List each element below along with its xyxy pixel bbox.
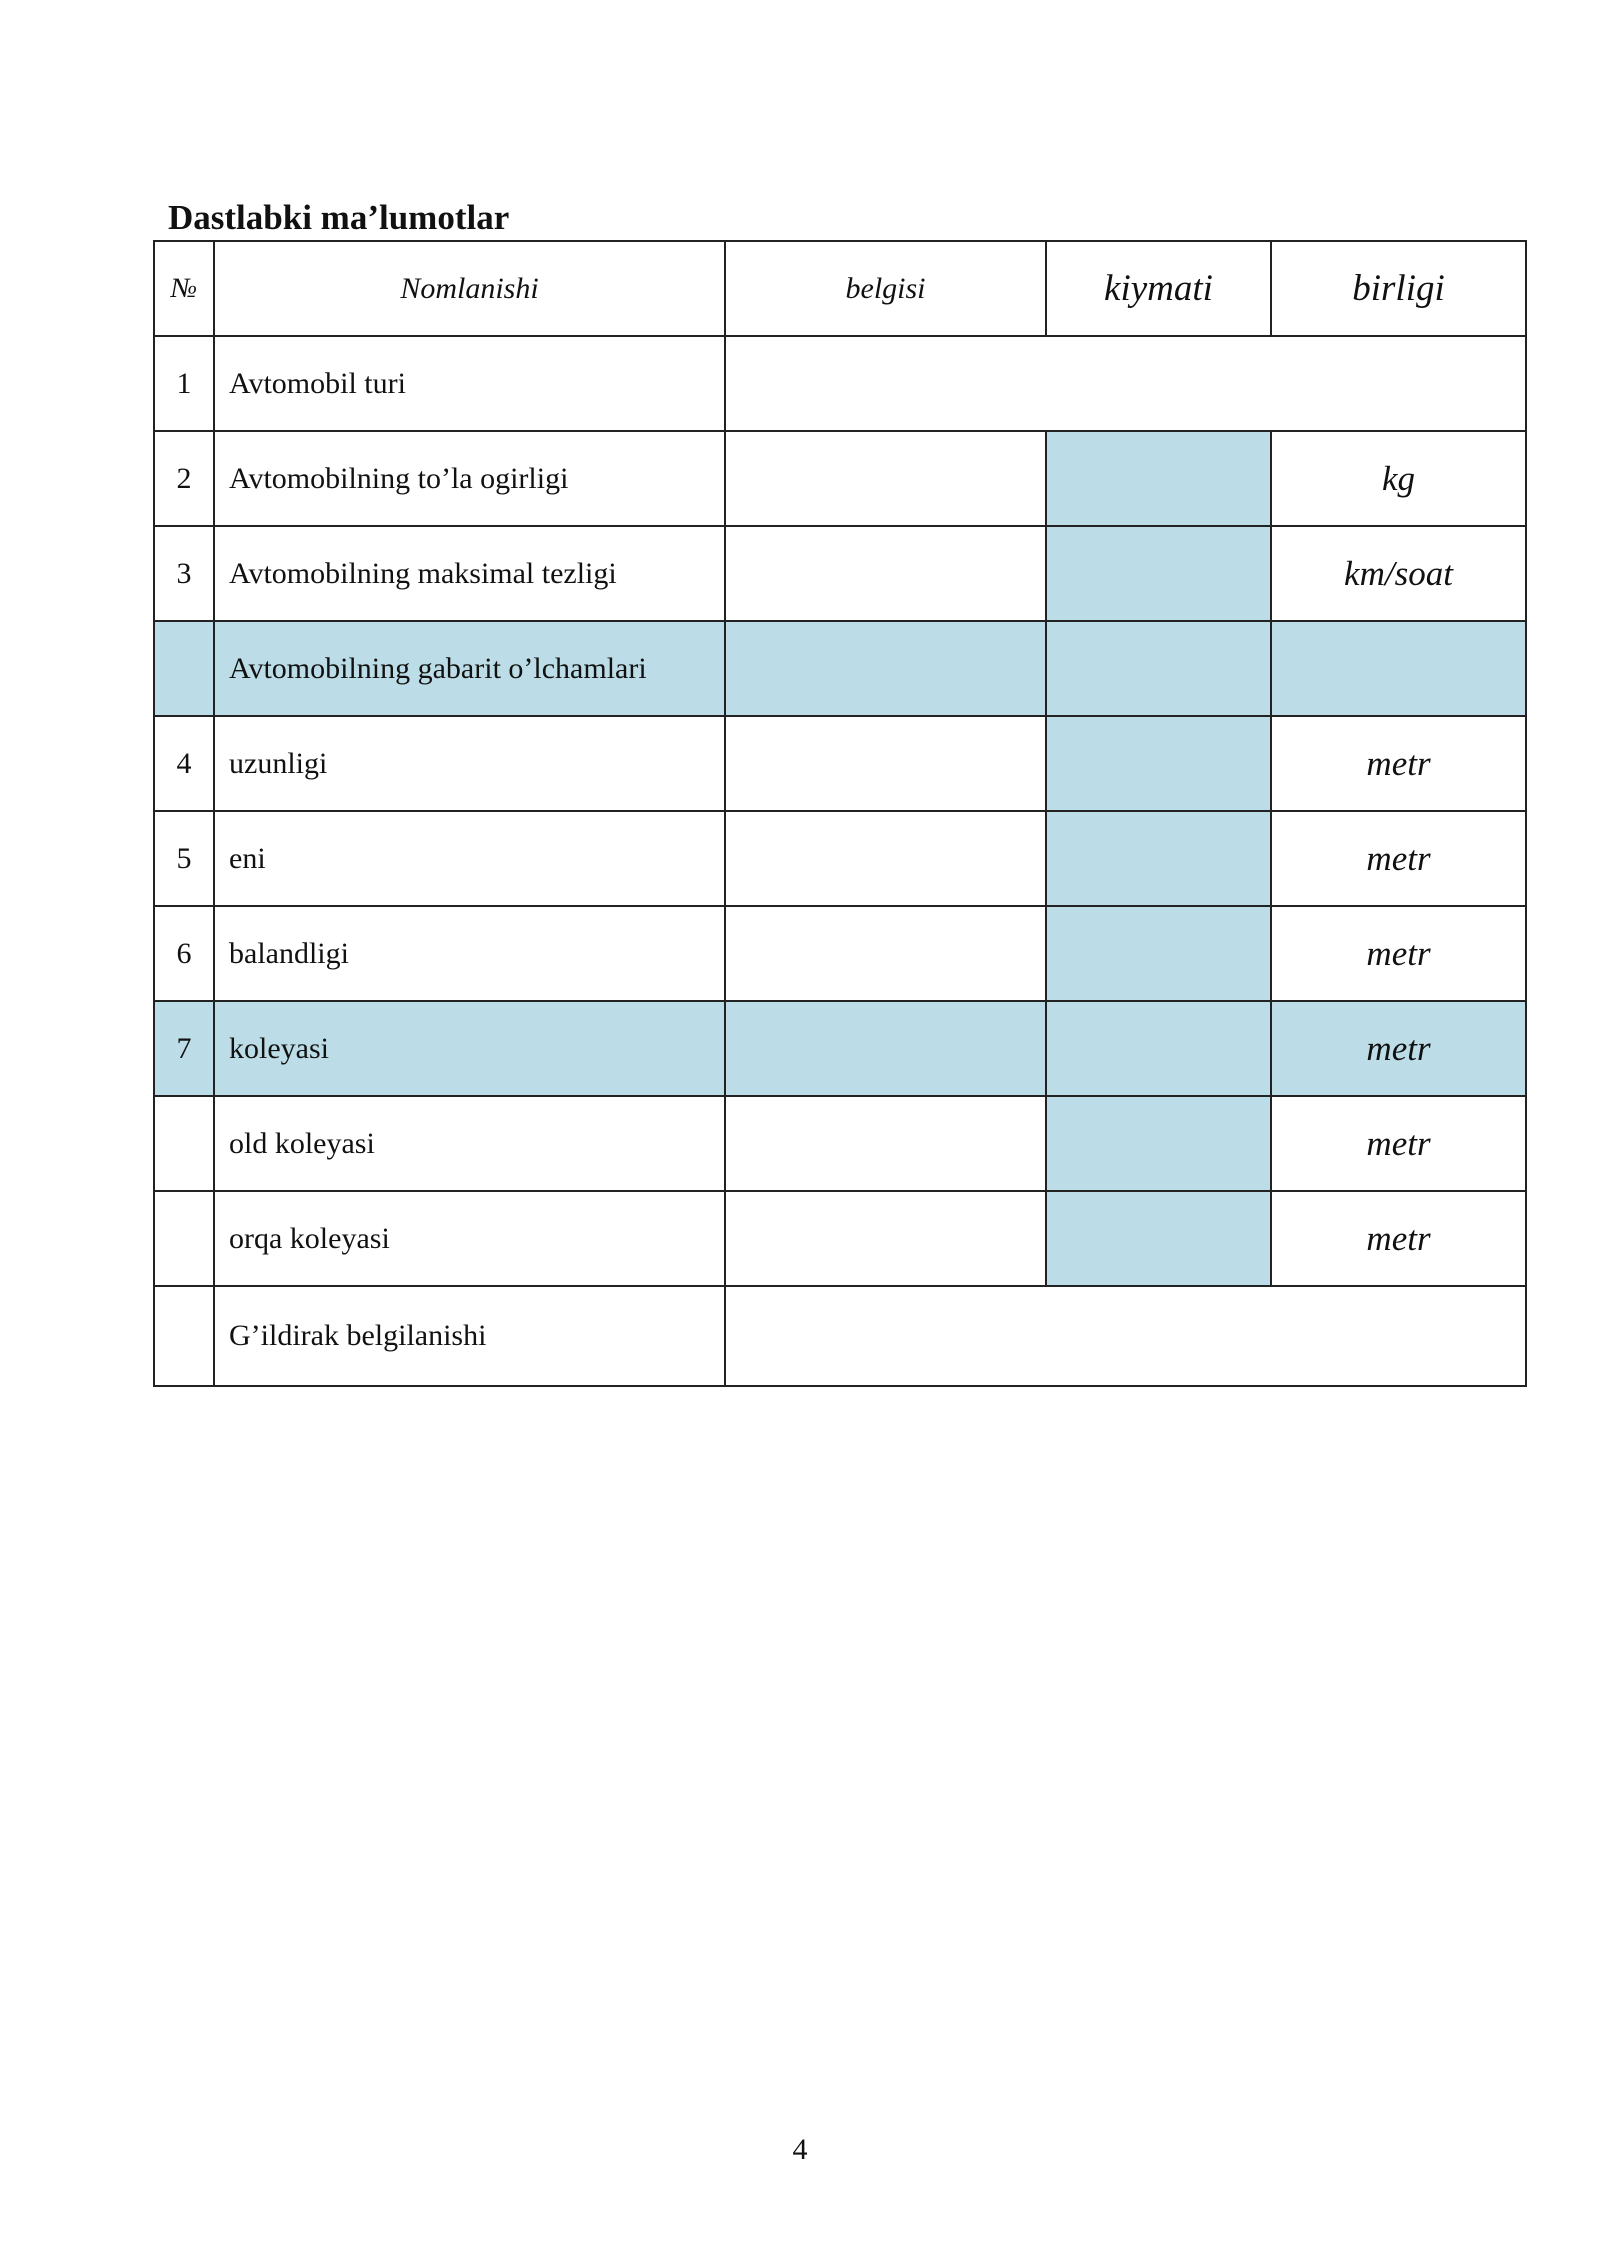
header-unit: birligi: [1271, 241, 1526, 336]
row-merged-cell: [725, 1286, 1526, 1386]
table-row: [154, 336, 1526, 431]
row-unit: metr: [1271, 1096, 1526, 1191]
row-unit: metr: [1271, 811, 1526, 906]
row-symbol: [725, 431, 1046, 526]
table-header-row: [154, 241, 1526, 336]
row-number: 4: [154, 716, 214, 811]
row-name: uzunligi: [214, 716, 725, 811]
table-row: [154, 431, 1526, 526]
row-symbol: [725, 1191, 1046, 1286]
row-value: [1046, 1191, 1271, 1286]
table-row: [154, 526, 1526, 621]
row-value: [1046, 1096, 1271, 1191]
row-number: [154, 621, 214, 716]
row-unit: metr: [1271, 1001, 1526, 1096]
row-number: [154, 1286, 214, 1386]
row-name: old koleyasi: [214, 1096, 725, 1191]
row-symbol: [725, 811, 1046, 906]
table-row: [154, 1191, 1526, 1286]
table-row: [154, 716, 1526, 811]
row-merged-cell: [725, 336, 1526, 431]
row-number: 2: [154, 431, 214, 526]
table-row: [154, 811, 1526, 906]
table-row: [154, 1001, 1526, 1096]
row-unit: metr: [1271, 716, 1526, 811]
header-value: kiymati: [1046, 241, 1271, 336]
row-name: Avtomobil turi: [214, 336, 725, 431]
row-name: orqa koleyasi: [214, 1191, 725, 1286]
row-value: [1046, 811, 1271, 906]
header-symbol: belgisi: [725, 241, 1046, 336]
row-number: [154, 1191, 214, 1286]
row-symbol: [725, 906, 1046, 1001]
table-row: [154, 1096, 1526, 1191]
table-row: [154, 1286, 1526, 1386]
row-name: eni: [214, 811, 725, 906]
row-name: Avtomobilning to’la ogirligi: [214, 431, 725, 526]
row-value: [1046, 906, 1271, 1001]
row-name: Avtomobilning maksimal tezligi: [214, 526, 725, 621]
row-name: balandligi: [214, 906, 725, 1001]
row-symbol: [725, 1096, 1046, 1191]
row-number: 1: [154, 336, 214, 431]
row-unit: [1271, 621, 1526, 716]
row-name: G’ildirak belgilanishi: [214, 1286, 725, 1386]
row-number: [154, 1096, 214, 1191]
table-row: [154, 621, 1526, 716]
row-symbol: [725, 621, 1046, 716]
row-symbol: [725, 1001, 1046, 1096]
row-value: [1046, 716, 1271, 811]
header-name: Nomlanishi: [214, 241, 725, 336]
row-value: [1046, 431, 1271, 526]
row-value: [1046, 1001, 1271, 1096]
row-number: 7: [154, 1001, 214, 1096]
page-number: 4: [792, 2133, 808, 2166]
row-number: 6: [154, 906, 214, 1001]
row-name: Avtomobilning gabarit o’lchamlari: [214, 621, 725, 716]
row-unit: km/soat: [1271, 526, 1526, 621]
page-title: Dastlabki ma’lumotlar: [168, 198, 510, 237]
data-table: [153, 240, 1527, 1387]
row-symbol: [725, 716, 1046, 811]
header-number: №: [154, 241, 214, 336]
row-value: [1046, 526, 1271, 621]
row-unit: metr: [1271, 906, 1526, 1001]
table-row: [154, 906, 1526, 1001]
row-number: 5: [154, 811, 214, 906]
row-unit: metr: [1271, 1191, 1526, 1286]
row-symbol: [725, 526, 1046, 621]
row-value: [1046, 621, 1271, 716]
row-unit: kg: [1271, 431, 1526, 526]
row-name: koleyasi: [214, 1001, 725, 1096]
row-number: 3: [154, 526, 214, 621]
